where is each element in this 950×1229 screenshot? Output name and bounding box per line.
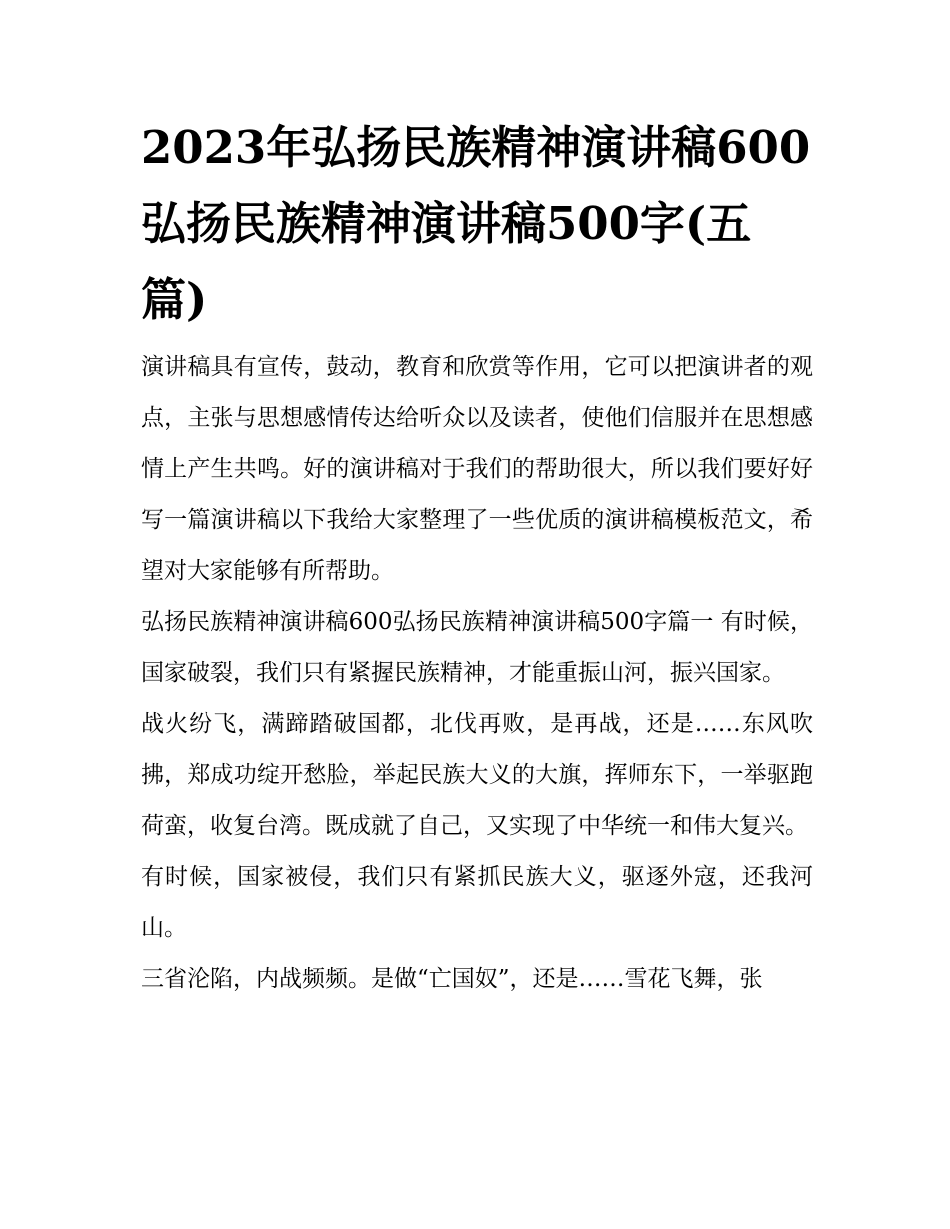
paragraph-three-provinces: 三省沦陷，内战频频。是做“亡国奴”，还是……雪花飞舞，张 [141,966,763,992]
paragraph-intro: 演讲稿具有宣传，鼓动，教育和欣赏等作用，它可以把演讲者的观点，主张与思想感情传达给听众以及读者，使他们信服并在思想感情上产生共鸣。好的演讲稿对于我们的帮助很大，所以我们要好好写一篇演讲稿以下我给大家整理了一些优质的演讲稿模板范文，希望对大家能够有所帮助。 [141,354,813,584]
paragraph-speech-one-opening: 弘扬民族精神演讲稿600弘扬民族精神演讲稿500字篇一 有时候，国家破裂，我们只有紧握民族精神，才能重振山河，振兴国家。 [141,609,813,686]
document-body [141,110,813,1005]
paragraph-zheng-chenggong: 战火纷飞，满蹄踏破国都，北伐再败，是再战，还是……东风吹拂，郑成功绽开愁脸，举起民族大义的大旗，挥师东下，一举驱跑荷蛮，收复台湾。既成就了自己，又实现了中华统一和伟大复兴。 [141,711,813,839]
paragraph-invasion: 有时候，国家被侵，我们只有紧抓民族大义，驱逐外寇，还我河山。 [141,864,813,941]
document-title: 2023年弘扬民族精神演讲稿600弘扬民族精神演讲稿500字(五篇) [141,121,811,326]
